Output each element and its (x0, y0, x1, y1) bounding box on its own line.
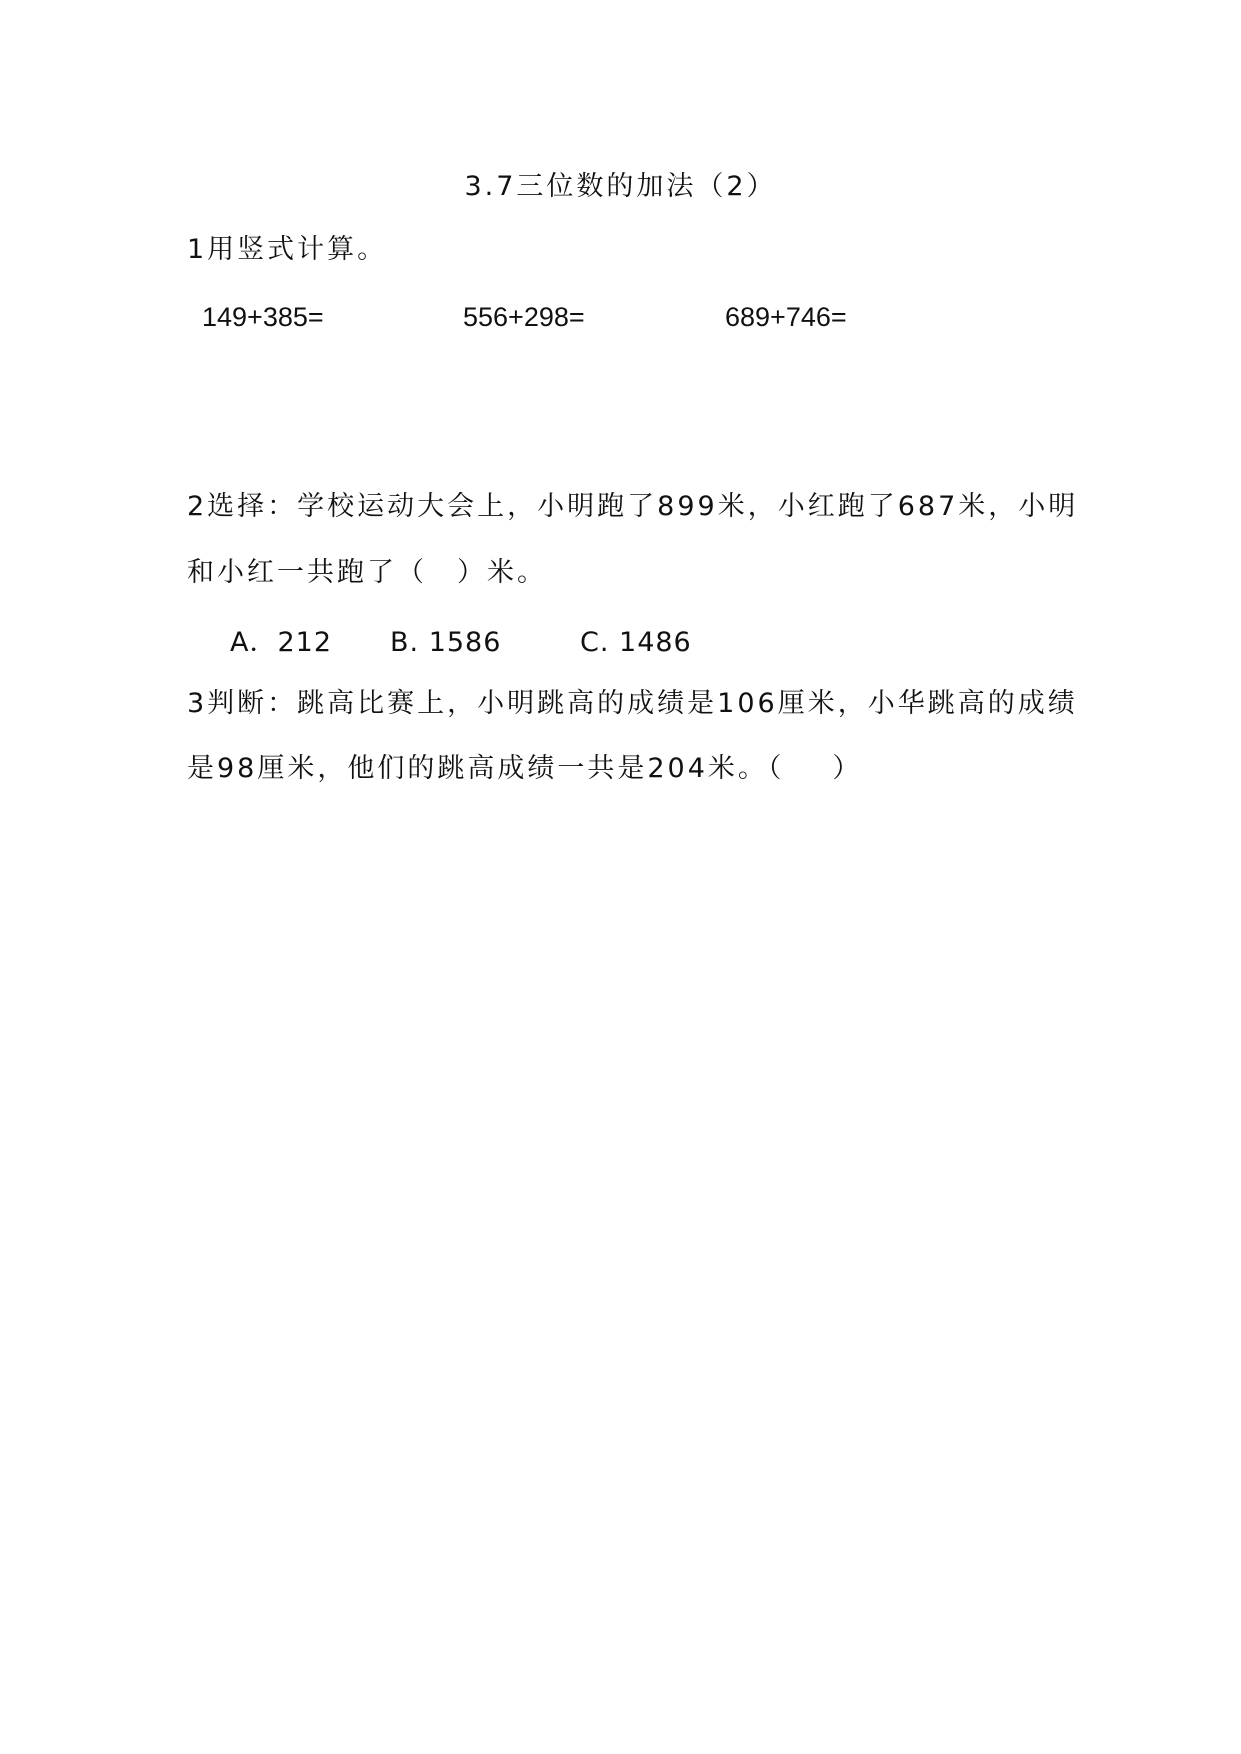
closing-paren: ） (832, 753, 863, 784)
option-c: C. 1486 (580, 627, 692, 658)
question-1-prompt: 1用竖式计算。 (187, 234, 388, 265)
question-3-line-2 (187, 752, 862, 786)
option-b: B. 1586 (390, 627, 502, 658)
question-3-line-2-text: 是98厘米，他们的跳高成绩一共是204米。（ (187, 753, 785, 784)
option-a: A．212 (230, 627, 333, 658)
expression-1: 149+385= (202, 302, 324, 332)
expression-3: 689+746= (725, 302, 847, 332)
question-2-line-1: 2选择：学校运动大会上，小明跑了899米，小红跑了687米，小明 (187, 491, 1079, 522)
worksheet-title: 3.7三位数的加法（2） (464, 171, 777, 202)
question-3-line-1: 3判断：跳高比赛上，小明跳高的成绩是106厘米，小华跳高的成绩 (187, 688, 1078, 719)
expression-2: 556+298= (463, 302, 585, 332)
question-2-line-2: 和小红一共跑了（ ）米。 (187, 557, 547, 588)
